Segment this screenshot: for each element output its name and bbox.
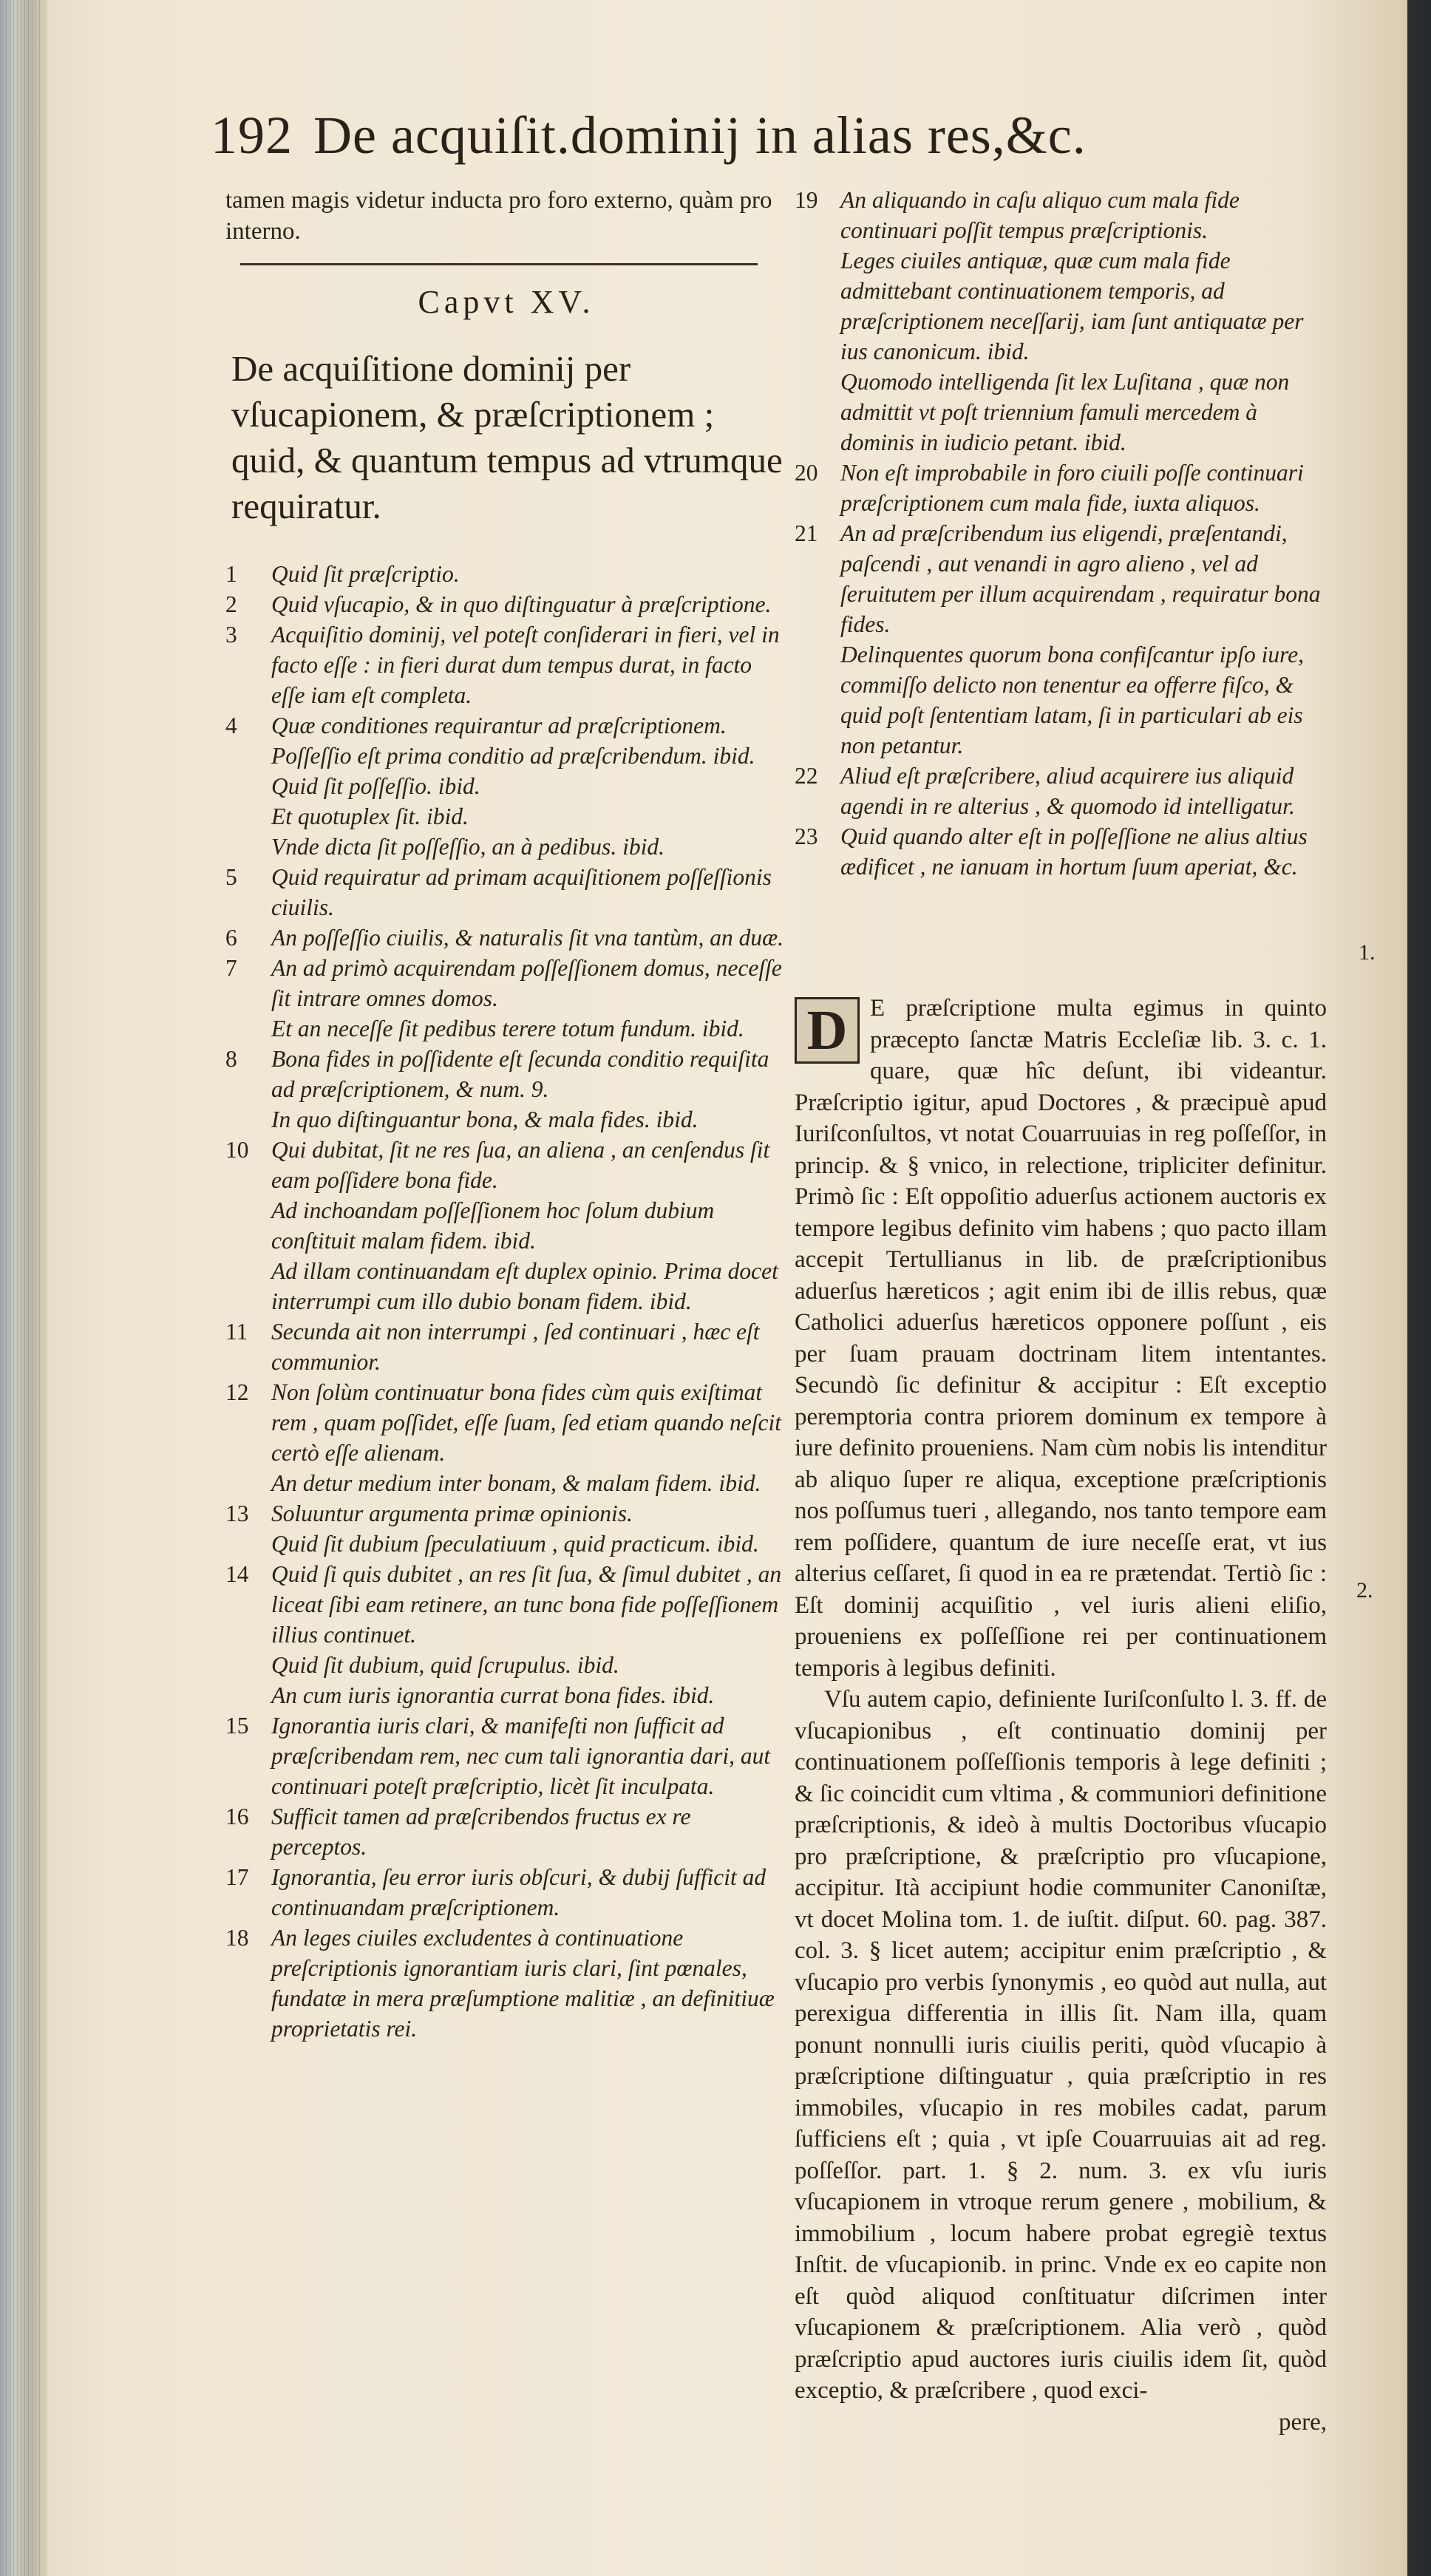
summary-item-number: 18 [225, 1925, 249, 1951]
catchword: pere, [1278, 2408, 1327, 2436]
summary-item-text: Non eſt improbabile in foro ciuili poſſe continuari præſcriptionem cum mala fide, iuxta aliquos. [840, 460, 1304, 516]
summary-item-text: Et an neceſſe ſit pedibus terere totum fundum. ibid. [271, 1016, 744, 1041]
summary-item-number: 21 [795, 520, 818, 546]
summary-item-number: 12 [225, 1379, 249, 1405]
summary-item [795, 761, 1327, 821]
summary-item [225, 619, 787, 710]
summary-item-text: Aliud eſt præſcribere, aliud acquirere ius aliquid agendi in re alterius , & quomodo id intelligatur. [840, 763, 1295, 819]
summary-item [795, 458, 1327, 518]
summary-item-text: Quid ſit poſſeſſio. ibid. [271, 773, 480, 799]
summary-item-text: Soluuntur argumenta primæ opinionis. [271, 1501, 633, 1526]
summary-item-text: Quid ſi quis dubitet , an res ſit ſua, & ſimul dubitet , an liceat ſibi eam retinere, an tunc bona fide poſſeſſionem illius continuet. [271, 1561, 782, 1648]
summary-item-text: An leges ciuiles excludentes à continuatione preſcriptionis ignorantiam iuris clari, ſint pœnales, fundatæ in mera præſumptione malitiæ , an definitiuæ proprietatis rei. [271, 1925, 775, 2042]
summary-item [795, 518, 1327, 639]
summary-item-number: 1 [225, 561, 237, 587]
summary-item [225, 1135, 787, 1195]
summary-item-number: 14 [225, 1561, 249, 1587]
summary-item [840, 367, 1327, 458]
summary-item-text: Qui dubitat, ſit ne res ſua, an aliena , an cenſendus ſit eam poſſidere bona fide. [271, 1137, 770, 1193]
summary-item-number: 16 [225, 1804, 249, 1829]
summary-item-text: Quid ſit dubium ſpeculatiuum , quid practicum. ibid. [271, 1531, 759, 1557]
summary-item [225, 710, 787, 741]
page-stack-lines [6, 0, 43, 2576]
summary-item [225, 1559, 787, 1650]
summary-item-number: 13 [225, 1501, 249, 1526]
page-shadow [1401, 0, 1431, 2576]
summary-item-number: 3 [225, 622, 237, 648]
summary-item-text: An detur medium inter bonam, & malam fidem. ibid. [271, 1470, 761, 1496]
summary-item-text: Vnde dicta ſit poſſeſſio, an à pedibus. ibid. [271, 834, 664, 860]
summary-item [225, 1044, 787, 1104]
running-title: De acquiſit.dominij in alias res,&c. [313, 106, 1087, 165]
right-column [795, 185, 1327, 2438]
page-header [211, 105, 1087, 166]
summary-item-text: An poſſeſſio ciuilis, & naturalis ſit vna tantùm, an duæ. [271, 925, 784, 951]
summary-item [225, 922, 787, 953]
summary-item-number: 17 [225, 1864, 249, 1890]
summary-item-text: Quomodo intelligenda ſit lex Luſitana , quæ non admittit vt poſt triennium famuli mercedem à dominis in iudicio petant. ibid. [840, 369, 1290, 455]
summary-item-text: Quid ſit dubium, quid ſcrupulus. ibid. [271, 1652, 619, 1678]
summary-item-text: Quid quando alter eſt in poſſeſſione ne alius altius ædificet , ne ianuam in hortum ſuum aperiat, &c. [840, 823, 1308, 880]
summary-item [225, 559, 787, 589]
summary-list-right [795, 185, 1327, 882]
summary-item-number: 15 [225, 1713, 249, 1739]
summary-item-text: Quid ſit præſcriptio. [271, 561, 460, 587]
summary-item [225, 1923, 787, 2044]
summary-list-left [225, 559, 787, 2044]
summary-item [271, 771, 787, 801]
summary-item-number: 8 [225, 1046, 237, 1072]
summary-item-text: Bona fides in poſſidente eſt ſecunda conditio requiſita ad præſcriptionem, & num. 9. [271, 1046, 769, 1102]
chapter-heading: Capvt XV. [418, 284, 595, 320]
summary-item-text: In quo diſtinguantur bona, & mala fides. ibid. [271, 1107, 698, 1132]
drop-cap-letter: D [806, 999, 848, 1061]
summary-item [225, 589, 787, 619]
summary-item [271, 1013, 787, 1044]
summary-item [271, 1680, 787, 1710]
summary-item [225, 862, 787, 922]
summary-item-text: An ad præſcribendum ius eligendi, præſentandi, paſcendi , aut venandi in agro alieno , vel ad ſeruitutem per illum acquirendam , requiratur bona fides. [840, 520, 1321, 637]
summary-item-text: Et quotuplex ſit. ibid. [271, 803, 469, 829]
summary-item-text: Quid vſucapio, & in quo diſtinguatur à præſcriptione. [271, 591, 772, 617]
summary-item-number: 7 [225, 955, 237, 981]
summary-item-text: Ignorantia iuris clari, & manifeſti non ſufficit ad præſcribendam rem, nec cum tali ignorantia dari, aut continuari poteſt præſcriptio, licèt ſit inculpata. [271, 1713, 771, 1799]
chapter-title: De acquiſitione dominij per vſucapionem, & præſcriptionem ; quid, & quantum tempus ad vtrumque requiratur. [231, 348, 783, 526]
summary-item [840, 245, 1327, 367]
summary-item [225, 1710, 787, 1801]
summary-item-text: Poſſeſſio eſt prima conditio ad præſcribendum. ibid. [271, 743, 755, 769]
margin-note-1: 1. [1359, 940, 1376, 965]
summary-item [271, 1529, 787, 1559]
summary-item-number: 6 [225, 925, 237, 951]
summary-item-number: 5 [225, 864, 237, 890]
page-number: 192 [211, 106, 293, 165]
summary-item [225, 1377, 787, 1468]
summary-item [271, 832, 787, 862]
spacer [795, 882, 1327, 993]
summary-item-number: 4 [225, 713, 237, 738]
summary-item [225, 953, 787, 1013]
summary-item-number: 11 [225, 1319, 248, 1345]
paragraph-1-text: E præſcriptione multa egimus in quinto præcepto ſanctæ Matris Eccleſiæ lib. 3. c. 1. quare, quæ hîc deſunt, ibi videantur. Præſcriptio igitur, apud Doctores , & præcipuè apud Iuriſconſultos, vt notat Couarruuias in reg poſſeſſor, in princip. & § vnico, in relectione, tripliciter definitur. Primò ſic : Eſt oppoſitio aduerſus actionem auctoris ex tempore legibus definito vim habens ; quo pacto illam accepit Tertullianus in lib. de præſcriptionibus aduerſus hæreticos ; agit enim ibi de illis rebus, quæ Catholici aduerſus hæreticos opponere poſſunt , eis per ſuam prauam doctrinam litem intentantes. Secundò ſic definitur & accipitur : Eſt exceptio peremptoria contra priorem dominum ex tempore à iure definito proueniens. Nam cùm nobis lis intenditur ab aliquo ſuper re aliqua, exceptione præſcriptionis nos poſſumus tueri , allegando, nos tanto tempore eam rem poſſidere, quantum de iure neceſſe erat, vt ius alterius ceſſaret, ſi quod in ea re prætendat. Tertiò ſic : Eſt dominij acquiſitio , vel iuris alieni eliſio, proueniens ex poſſeſſione rei per continuationem temporis à legibus definiti. [795, 995, 1327, 1682]
drop-cap [795, 997, 860, 1064]
summary-item-text: Ad illam continuandam eſt duplex opinio. Prima docet interrumpi cum illo dubio bonam fidem. ibid. [271, 1258, 778, 1314]
summary-item-text: An ad primò acquirendam poſſeſſionem domus, neceſſe ſit intrare omnes domos. [271, 955, 782, 1011]
summary-item [225, 1801, 787, 1862]
summary-item-number: 10 [225, 1137, 249, 1163]
summary-item [225, 1862, 787, 1923]
summary-item-text: Delinquentes quorum bona confiſcantur ipſo iure, commiſſo delicto non tenentur ea offerre fiſco, & quid poſt ſententiam latam, ſi in particulari ab eis non petantur. [840, 642, 1305, 758]
summary-item-text: An aliquando in caſu aliquo cum mala fide continuari poſſit tempus præſcriptionis. [840, 187, 1240, 243]
left-column [225, 185, 787, 2044]
summary-item [271, 1468, 787, 1498]
summary-item [271, 1650, 787, 1680]
summary-item-number: 23 [795, 823, 818, 849]
margin-note-2: 2. [1356, 1578, 1373, 1603]
paragraph-2: Vſu autem capio, definiente Iuriſconſulto l. 3. ff. de vſucapionibus , eſt continuatio dominij per continuationem poſſeſſionis temporis à lege definiti ; & ſic coincidit cum vltima , & communiori definitione præſcriptionis, & ideò à multis Doctoribus vſucapio pro præſcriptione, & præſcriptio pro vſucapione, accipitur. Ità accipiunt hodie communiter Canoniſtæ, vt docet Molina tom. 1. de iuſtit. diſput. 60. pag. 387. col. 3. § licet autem; accipitur enim præſcriptio , & vſucapio pro verbis ſynonymis , eo quòd aut nulla, aut perexigua differentia in illis ſit. Nam illa, quam ponunt nonnulli iuris ciuilis periti, quòd vſucapio à præſcriptione diſtinguatur , quia præſcriptio in res immobiles, vſucapio in res mobiles cadat, parum ſufficiens eſt ; quia , vt ipſe Couarruuias ait ad reg. poſſeſſor. part. 1. § 2. num. 3. ex vſu iuris vſucapionem in vtroque rerum genere , mobilium, & immobilium , locum habere probat egregiè textus Inſtit. de vſucapionib. in princ. Vnde ex eo capite non eſt quòd aliquod conſtituatur diſcrimen inter vſucapionem & præſcriptionem. Alia verò , quòd præſcriptio apud auctores iuris ciuilis idem ſit, quòd exceptio, & præſcribere , quod exci- [795, 1686, 1327, 2404]
section-rule [240, 263, 758, 265]
summary-item-text: Ad inchoandam poſſeſſionem hoc ſolum dubium conſtituit malam fidem. ibid. [271, 1197, 715, 1254]
summary-item [271, 1256, 787, 1316]
summary-item [271, 1195, 787, 1256]
summary-item-text: Non ſolùm continuatur bona fides cùm quis exiſtimat rem , quam poſſidet, eſſe ſuam, ſed etiam quando neſcit certò eſſe alienam. [271, 1379, 781, 1466]
summary-item [271, 801, 787, 832]
summary-item [225, 1498, 787, 1529]
summary-item-text: Ignorantia, ſeu error iuris obſcuri, & dubij ſufficit ad continuandam præſcriptionem. [271, 1864, 767, 1920]
summary-item [795, 821, 1327, 882]
summary-item-text: Leges ciuiles antiquæ, quæ cum mala fide admittebant continuationem temporis, ad præſcriptionem neceſſarij, iam ſunt antiquatæ per ius canonicum. ibid. [840, 248, 1304, 364]
summary-item-number: 19 [795, 187, 818, 213]
summary-item [840, 639, 1327, 761]
paragraph-1 [795, 993, 1327, 1684]
summary-item-text: Quid requiratur ad primam acquiſitionem poſſeſſionis ciuilis. [271, 864, 772, 920]
summary-item-text: Acquiſitio dominij, vel poteſt conſiderari in fieri, vel in facto eſſe : in fieri durat dum tempus durat, in facto eſſe iam eſt completa. [271, 622, 780, 708]
summary-item [271, 741, 787, 771]
summary-item-text: Sufficit tamen ad præſcribendos fructus ex re perceptos. [271, 1804, 691, 1860]
summary-item-number: 22 [795, 763, 818, 789]
page-stack-edge [0, 0, 47, 2576]
summary-item-text: Secunda ait non interrumpi , ſed continuari , hæc eſt communior. [271, 1319, 760, 1375]
summary-item [795, 185, 1327, 245]
intro-text: tamen magis videtur inducta pro foro externo, quàm pro interno. [225, 187, 772, 245]
summary-item-text: Quæ conditiones requirantur ad præſcriptionem. [271, 713, 727, 738]
summary-item-number: 20 [795, 460, 818, 486]
summary-item-number: 2 [225, 591, 237, 617]
summary-item [225, 1316, 787, 1377]
summary-item [271, 1104, 787, 1135]
summary-item-text: An cum iuris ignorantia currat bona fides. ibid. [271, 1682, 715, 1708]
